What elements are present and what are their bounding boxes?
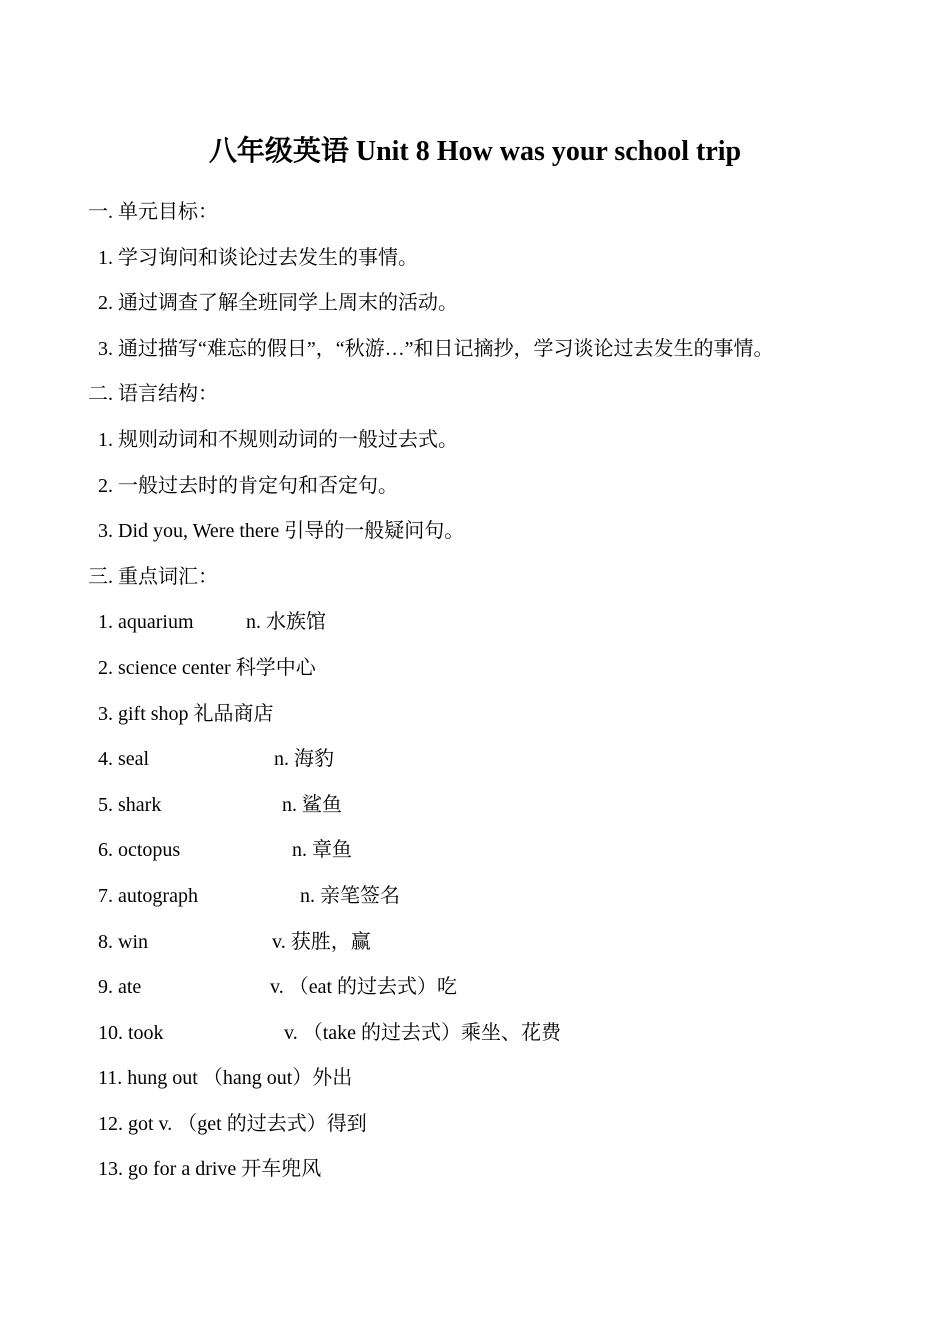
vocab-item <box>88 1108 908 1154</box>
goal-item: 2. 通过调查了解全班同学上周末的活动。 <box>98 292 458 315</box>
vocab-meaning: n. 章鱼 <box>292 839 352 862</box>
structure-item: 1. 规则动词和不规则动词的一般过去式。 <box>98 428 458 451</box>
vocab-meaning: n. 鲨鱼 <box>282 793 342 816</box>
vocab-term: 5. shark <box>98 793 162 816</box>
vocab-item <box>88 606 908 652</box>
vocab-term: 10. took <box>98 1021 164 1044</box>
vocab-item <box>88 1153 908 1199</box>
section-heading-goals: 一. 单元目标： <box>88 201 218 223</box>
goal-item: 1. 学习询问和谈论过去发生的事情。 <box>98 246 418 269</box>
vocab-item <box>88 1017 908 1063</box>
vocab-item <box>88 743 908 789</box>
vocab-item <box>88 880 908 926</box>
vocab-term: 13. go for a drive 开车兜风 <box>98 1158 322 1181</box>
vocab-item <box>88 1062 908 1108</box>
vocab-item <box>88 789 908 835</box>
vocab-item <box>88 652 908 698</box>
vocab-meaning: n. 海豹 <box>274 748 334 771</box>
vocab-term: 1. aquarium <box>98 611 194 634</box>
vocab-item <box>88 926 908 972</box>
vocab-term: 8. win <box>98 930 148 953</box>
section-heading-structures: 二. 语言结构： <box>88 383 218 406</box>
vocab-term: 12. got v. （get 的过去式）得到 <box>98 1112 367 1135</box>
vocab-item <box>88 834 908 880</box>
vocab-term: 2. science center 科学中心 <box>98 656 316 679</box>
vocab-term: 7. autograph <box>98 884 198 907</box>
document-title: 八年级英语 Unit 8 How was your school trip <box>208 136 742 167</box>
document-content <box>88 196 908 1199</box>
goal-item: 3. 通过描写“难忘的假日”，“秋游…”和日记摘抄，学习谈论过去发生的事情。 <box>98 337 774 360</box>
section-heading-vocabulary: 三. 重点词汇： <box>88 565 218 588</box>
vocab-term: 6. octopus <box>98 839 181 862</box>
vocab-term: 11. hung out （hang out）外出 <box>98 1067 353 1090</box>
vocab-item <box>88 698 908 744</box>
vocab-item <box>88 971 908 1017</box>
structure-item: 3. Did you, Were there 引导的一般疑问句。 <box>98 520 465 543</box>
vocab-term: 9. ate <box>98 976 142 999</box>
vocab-meaning: n. 水族馆 <box>246 611 326 634</box>
vocab-meaning: v. （take 的过去式）乘坐、花费 <box>284 1021 562 1044</box>
vocab-term: 3. gift shop 礼品商店 <box>98 702 274 725</box>
vocab-term: 4. seal <box>98 748 150 771</box>
vocab-meaning: n. 亲笔签名 <box>300 884 400 907</box>
structure-item: 2. 一般过去时的肯定句和否定句。 <box>98 474 398 497</box>
vocab-meaning: v. （eat 的过去式）吃 <box>270 976 458 999</box>
vocab-meaning: v. 获胜，赢 <box>272 930 371 953</box>
